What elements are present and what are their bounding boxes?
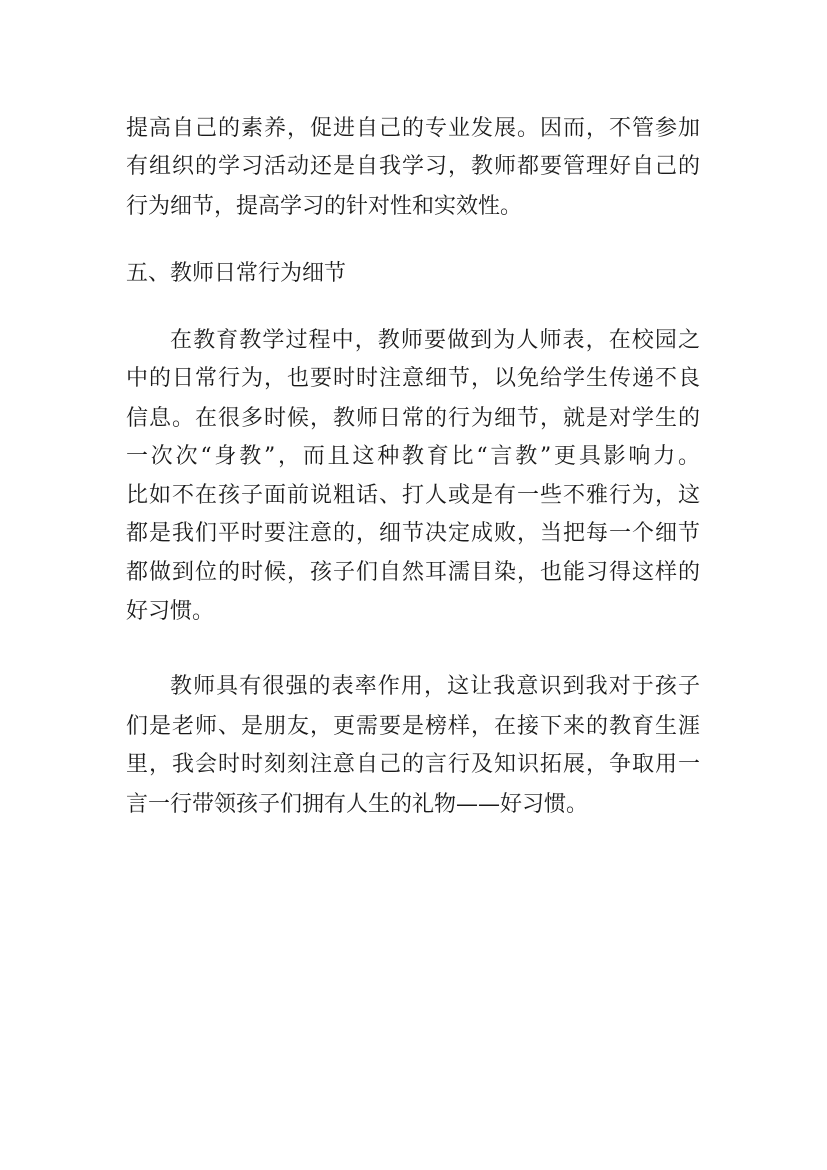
paragraph-1	[0, 109, 827, 149]
text-line: 教师具有很强的表率作用，这让我意识到我对于孩子	[170, 674, 700, 699]
paragraph-2	[0, 321, 827, 361]
text-line: 行为细节，提高学习的针对性和实效性。	[126, 194, 523, 219]
paragraph-2-line-4	[0, 437, 827, 477]
paragraph-2-line-5	[0, 476, 827, 516]
text-line: 在教育教学过程中，教师要做到为人师表，在校园之	[170, 328, 700, 353]
text-line: 好习惯。	[126, 599, 215, 624]
paragraph-3-line-2	[0, 707, 827, 747]
text-line: 中的日常行为，也要时时注意细节，以免给学生传递不良	[126, 366, 700, 391]
paragraph-3	[0, 667, 827, 707]
paragraph-2-line-7	[0, 553, 827, 593]
text-line: 一次次“身教”，而且这种教育比“言教”更具影响力。	[126, 444, 700, 469]
paragraph-1-line-2	[0, 147, 827, 187]
section-heading	[0, 254, 827, 294]
text-line: 信息。在很多时候，教师日常的行为细节，就是对学生的	[126, 406, 700, 431]
paragraph-3-line-4	[0, 785, 827, 825]
paragraph-2-line-8	[0, 592, 827, 632]
paragraph-2-line-3	[0, 399, 827, 439]
paragraph-2-line-2	[0, 359, 827, 399]
text-line: 们是老师、是朋友，更需要是榜样，在接下来的教育生涯	[126, 714, 700, 739]
paragraph-2-line-6	[0, 514, 827, 554]
paragraph-3-line-3	[0, 745, 827, 785]
text-line: 比如不在孩子面前说粗话、打人或是有一些不雅行为，这	[126, 483, 700, 508]
text-line: 都做到位的时候，孩子们自然耳濡目染，也能习得这样的	[126, 560, 700, 585]
text-line: 有组织的学习活动还是自我学习，教师都要管理好自己的	[126, 154, 700, 179]
paragraph-1-line-3	[0, 187, 827, 227]
text-line: 都是我们平时要注意的，细节决定成败，当把每一个细节	[126, 521, 700, 546]
heading-text: 五、教师日常行为细节	[126, 261, 347, 286]
text-line: 言一行带领孩子们拥有人生的礼物——好习惯。	[126, 792, 589, 817]
text-line: 提高自己的素养，促进自己的专业发展。因而，不管参加	[126, 116, 700, 141]
text-line: 里，我会时时刻刻注意自己的言行及知识拓展，争取用一	[126, 752, 700, 777]
